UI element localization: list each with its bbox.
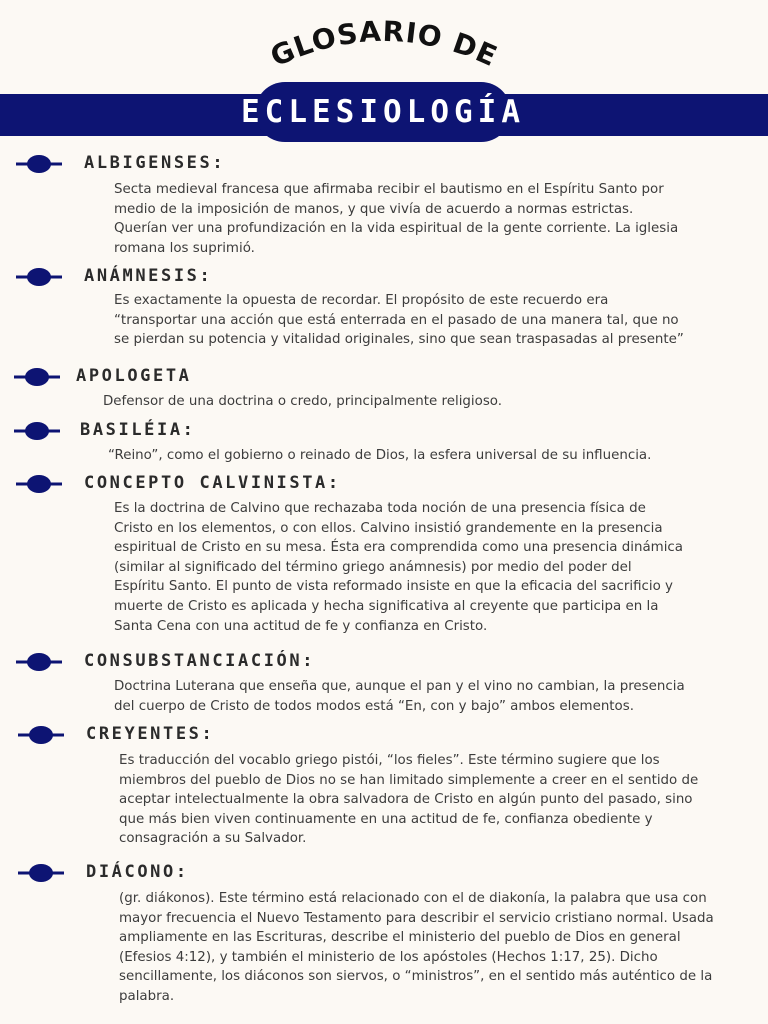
entry-term: CREYENTES: [86, 724, 215, 744]
entry-definition: Es la doctrina de Calvino que rechazaba toda noción de una presencia física de Cristo en los elementos, o con ellos. Calvino insistió grandemente en la presencia espiritual de Cristo en su mesa. Ésta era comprendida como una presencia dinámica (similar al significado del término griego anámnesis) por medio del poder del Espíritu Santo. El punto de vista reformado insiste en que la eficacia del sacrificio y muerte de Cristo es aplicada y hecha significativa al creyente que participa en la Santa Cena con una actitud de fe y confianza en Cristo. [114, 501, 684, 634]
entry-definition: (gr. diákonos). Este término está relacionado con el de diakonía, la palabra que usa con mayor frecuencia el Nuevo Testamento para describir el servicio cristiano normal. Usada ampliamente en las Escrituras, describe el ministerio del pueblo de Dios en general (Efesios 4:12), y también el ministerio de los apóstoles (Hechos 1:17, 25). Dicho sencillamente, los diáconos son siervos, o “ministros”, en el sentido más auténtico de la palabra. [119, 891, 714, 1004]
entry-definition: Secta medieval francesa que afirmaba recibir el bautismo en el Espíritu Santo por medio de la imposición de manos, y que vivía de acuerdo a normas estrictas. Querían ver una profundización en la vida espiritual de la gente corriente. La iglesia romana los suprimió. [114, 182, 679, 256]
title-top: GLOSARIO DE [265, 14, 503, 74]
bullet-icon [16, 474, 62, 494]
entry-definition: Es traducción del vocablo griego pistói, “los fieles”. Este término sugiere que los miembros del pueblo de Dios no se han limitado simplemente a creer en el sentido de aceptar intelectualmente la obra salvadora de Cristo en algún punto del pasado, sino que más bien viven continuamente en una actitud de fe, confianza obediente y consagración a su Salvador. [119, 753, 699, 847]
entry-term: ANÁMNESIS: [84, 266, 213, 286]
entry-term: DIÁCONO: [86, 862, 189, 882]
entry-term: ALBIGENSES: [84, 153, 226, 173]
bullet-icon [18, 863, 64, 883]
bullet-icon [14, 421, 60, 441]
entry-term: APOLOGETA [76, 366, 192, 386]
entry-term: CONSUBSTANCIACIÓN: [84, 651, 316, 671]
title-pill [241, 82, 525, 142]
page-title: ECLESIOLOGÍA [241, 94, 525, 130]
bullet-icon [14, 367, 60, 387]
bullet-icon [16, 267, 62, 287]
bullet-icon [16, 652, 62, 672]
bullet-icon [18, 725, 64, 745]
bullet-icon [16, 154, 62, 174]
entry-definition: “Reino”, como el gobierno o reinado de Dios, la esfera universal de su influencia. [108, 448, 652, 463]
entry-definition: Doctrina Luterana que enseña que, aunque el pan y el vino no cambian, la presencia del cuerpo de Cristo de todos modos está “En, con y bajo” ambos elementos. [114, 679, 685, 714]
entry-definition: Es exactamente la opuesta de recordar. El propósito de este recuerdo era “transportar una acción que está enterrada en el pasado de una manera tal, que no se pierdan su potencia y vitalidad originales, sino que sean traspasadas al presente” [114, 293, 684, 348]
entry-term: CONCEPTO CALVINISTA: [84, 473, 341, 493]
entry-definition: Defensor de una doctrina o credo, principalmente religioso. [103, 394, 503, 409]
entry-term: BASILÉIA: [80, 420, 196, 440]
